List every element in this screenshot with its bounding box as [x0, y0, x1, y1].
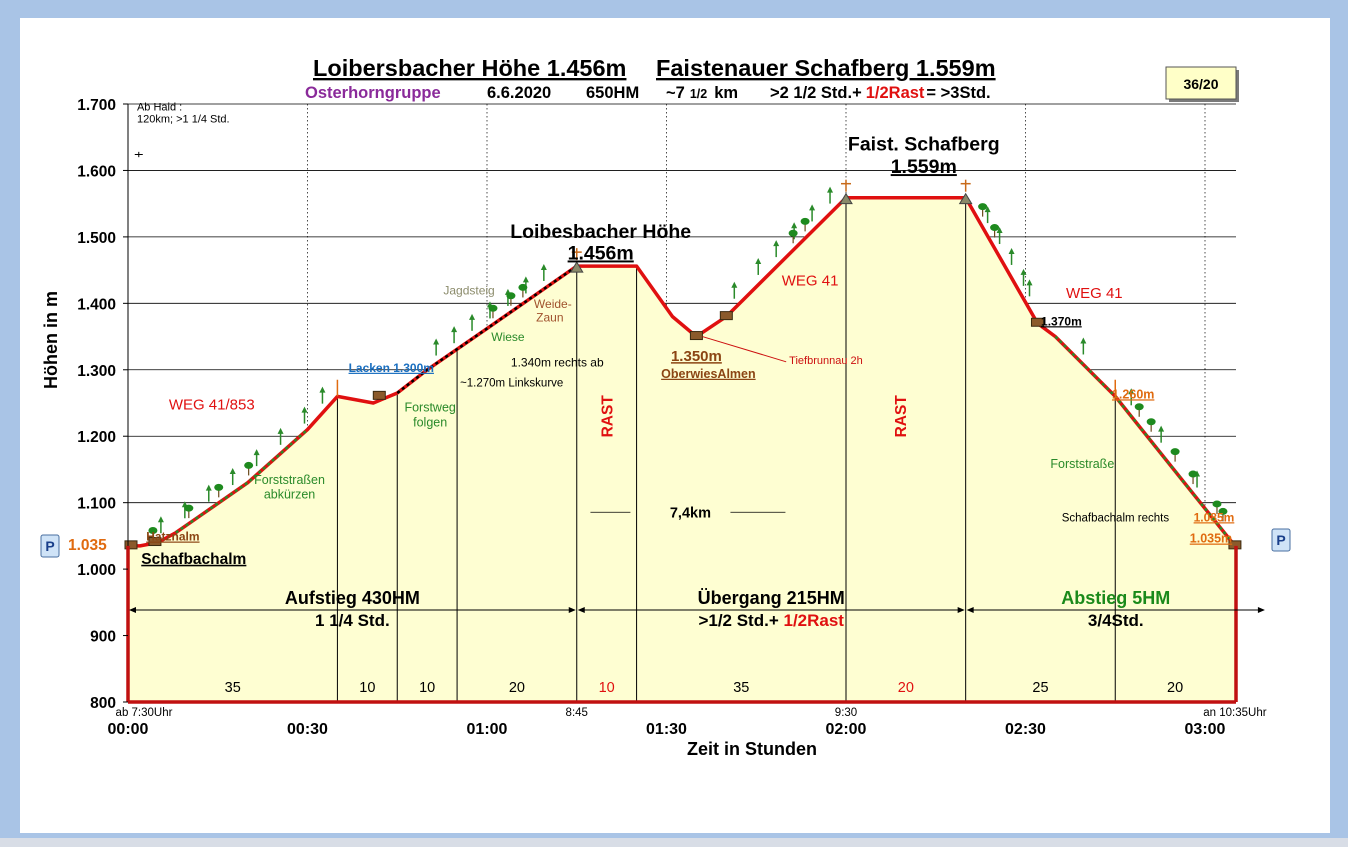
x-tick-label: 01:30 — [646, 721, 687, 738]
tree-icon — [506, 292, 515, 299]
page-badge-label: 36/20 — [1183, 76, 1219, 92]
title-right: Faistenauer Schafberg 1.559m — [656, 55, 996, 81]
tree-icon — [1171, 448, 1180, 455]
annotation-label: Tiefbrunnau 2h — [789, 354, 863, 367]
annotation-label: Wiese — [491, 330, 525, 345]
annotation-label: Hatznalm — [146, 529, 200, 544]
distance-unit: km — [714, 84, 739, 102]
distance-frac: 1/2 — [689, 87, 708, 101]
distance-note: 7,4km — [669, 505, 711, 522]
annotation-label: WEG 41/853 — [168, 396, 255, 414]
annotation-label: Schafbachalm — [141, 550, 247, 568]
tree-icon — [214, 484, 223, 491]
rast-label: RAST — [599, 395, 617, 438]
annotation-label: Lacken 1.300m — [348, 360, 434, 375]
trail-arrow-head — [809, 204, 815, 210]
title-left: Loibersbacher Höhe 1.456m — [313, 55, 627, 81]
trail-arrow-head — [433, 339, 439, 345]
page-badge — [1166, 67, 1239, 102]
annotation-label: OberwiesAlmen — [661, 366, 756, 381]
annotation-label: Ab Haid : — [136, 101, 183, 114]
hut-icon — [690, 332, 702, 340]
subtitle-hm: 650HM — [586, 84, 640, 102]
annotation-label: 1.035m — [1189, 531, 1233, 546]
clock-label: 8:45 — [565, 707, 588, 719]
section-title: Aufstieg 430HM — [284, 588, 420, 608]
subtitle-group: Osterhorngruppe — [305, 84, 441, 102]
annotation-label: 1.260m — [1111, 387, 1155, 402]
section-rast: 1/2Rast — [778, 611, 844, 630]
y-tick-label: 1.600 — [77, 163, 116, 181]
y-tick-label: 1.000 — [77, 562, 116, 580]
tree-icon — [488, 305, 497, 312]
y-tick-label: 1.400 — [77, 296, 116, 314]
x-tick-label: 02:00 — [825, 721, 867, 738]
trail-arrow-head — [791, 222, 797, 228]
trail-arrow-head — [206, 485, 212, 491]
x-axis-label: Zeit in Stunden — [687, 739, 817, 759]
trail-arrow-head — [1158, 426, 1164, 432]
trail-arrow-head — [731, 282, 737, 288]
annotation-label: abkürzen — [263, 487, 316, 502]
trail-arrow-head — [302, 407, 308, 413]
annotation-label: 120km; >1 1/4 Std. — [136, 113, 230, 126]
trail-arrow-head — [755, 258, 761, 264]
annotation-label: 1.370m — [1041, 314, 1082, 329]
section-subtitle — [698, 611, 844, 630]
subtitle-date: 6.6.2020 — [487, 84, 552, 102]
section-duration: 1 1/4 Std. — [315, 611, 390, 630]
hut-icon — [720, 312, 732, 320]
profile-fill — [128, 198, 1235, 702]
tree-icon — [1212, 500, 1221, 507]
parking-right-label: P — [1276, 532, 1286, 548]
segment-duration: 25 — [1032, 680, 1049, 696]
section-subtitle — [1088, 611, 1144, 630]
annotation-label: Forststraßen — [254, 473, 325, 488]
clock-label: 9:30 — [834, 707, 858, 719]
trail-arrow-head — [1080, 337, 1086, 343]
x-tick-label: 00:30 — [287, 721, 328, 738]
y-tick-label: 900 — [90, 628, 116, 646]
section-arrow-head — [1258, 607, 1265, 613]
annotation-label: Jagdsteig — [443, 283, 495, 298]
section-subtitle — [315, 611, 390, 630]
section-duration: >1/2 Std.+ — [698, 611, 779, 630]
trail-arrow-head — [541, 264, 547, 270]
annotation-label: WEG 41 — [1065, 285, 1123, 303]
tree-icon — [1135, 403, 1144, 410]
trail-arrow-head — [1009, 248, 1015, 254]
trail-arrow-head — [469, 314, 475, 320]
y-tick-label: 1.100 — [77, 495, 116, 513]
y-tick-label: 1.300 — [77, 362, 116, 380]
y-tick-label: 800 — [90, 695, 116, 712]
annotation-label: Weide- — [533, 296, 572, 311]
y-tick-label: 1.700 — [77, 97, 116, 114]
tree-icon — [789, 230, 798, 237]
hut-icon — [373, 391, 385, 399]
annotation-label: WEG 41 — [781, 272, 839, 290]
trail-arrow-head — [773, 240, 779, 246]
trail-arrow-head — [278, 428, 284, 434]
annotation-label: 1.559m — [890, 156, 957, 179]
trail-arrow-head — [827, 187, 833, 193]
segment-duration: 10 — [419, 680, 436, 696]
tree-icon — [978, 203, 987, 210]
x-tick-label: 02:30 — [1005, 721, 1046, 738]
clock-label: ab 7:30Uhr — [115, 707, 173, 719]
trail-arrow-head — [1027, 279, 1033, 285]
annotation-label: Schafbachalm rechts — [1061, 512, 1170, 525]
segment-duration: 35 — [224, 680, 241, 696]
tree-icon — [1147, 418, 1156, 425]
annotation-label: 1.085m — [1193, 510, 1235, 525]
tree-icon — [518, 284, 527, 291]
tree-icon — [184, 505, 193, 512]
x-tick-label: 00:00 — [107, 721, 149, 738]
annotation-label: ~1.270m Linkskurve — [460, 377, 564, 390]
segment-duration: 20 — [897, 680, 914, 696]
annotation-label: Forststraße — [1050, 457, 1115, 472]
clock-label: an 10:35Uhr — [1203, 707, 1267, 719]
trail-arrow-head — [451, 326, 457, 332]
tree-icon — [244, 462, 253, 469]
trail-arrow-head — [230, 468, 236, 474]
segment-duration: 10 — [598, 680, 615, 696]
tree-icon — [801, 218, 810, 225]
tree-icon — [990, 224, 999, 231]
distance-pre: ~7 — [666, 84, 685, 102]
x-tick-label: 03:00 — [1184, 721, 1226, 738]
segment-duration: 20 — [1167, 680, 1184, 696]
profile-area — [128, 198, 1235, 702]
tree-icon — [1189, 471, 1198, 478]
subtitle-distance — [666, 84, 738, 102]
section-title: Übergang 215HM — [697, 588, 845, 608]
parking-left-label: P — [45, 538, 55, 554]
annotation-label: folgen — [413, 415, 448, 430]
trail-arrow-head — [254, 449, 260, 455]
x-tick-label: 01:00 — [466, 721, 508, 738]
annotation-label: Zaun — [536, 310, 564, 325]
start-altitude-label: 1.035 — [68, 537, 107, 554]
annotation-label: Forstweg — [404, 400, 456, 415]
trail-arrow-head — [523, 276, 529, 282]
rast-label: RAST — [892, 395, 910, 438]
y-axis-label: Höhen in m — [41, 291, 61, 389]
duration-rast: 1/2Rast — [865, 84, 925, 102]
parking-right — [1272, 529, 1290, 551]
y-tick-label: 1.500 — [77, 229, 116, 247]
duration-a: >2 1/2 Std.+ — [770, 84, 862, 102]
trail-arrow-head — [1021, 269, 1027, 275]
y-tick-label: 1.200 — [77, 429, 116, 447]
section-title: Abstieg 5HM — [1061, 588, 1171, 608]
annotation-label: Faist. Schafberg — [847, 133, 1000, 156]
annotation-label: 1.350m — [670, 348, 722, 366]
trail-arrow-head — [158, 516, 164, 522]
segment-duration: 10 — [359, 680, 376, 696]
section-duration: 3/4Std. — [1087, 611, 1144, 630]
annotation-label: 1.456m — [567, 242, 634, 265]
segment-duration: 20 — [508, 680, 525, 696]
duration-b: = >3Std. — [926, 84, 991, 102]
parking-left — [41, 535, 59, 557]
trail-arrow-head — [319, 387, 325, 393]
subtitle-duration — [770, 84, 991, 102]
segment-duration: 35 — [733, 680, 750, 696]
annotation-label: Loibesbacher Höhe — [510, 221, 692, 244]
annotation-label: 1.340m rechts ab — [510, 355, 604, 370]
